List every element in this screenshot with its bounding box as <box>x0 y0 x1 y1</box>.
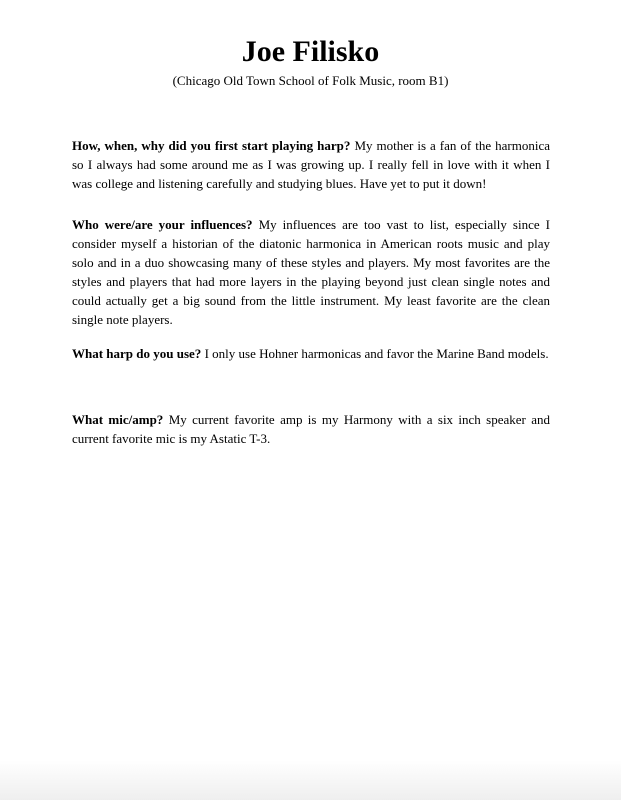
question-text: How, when, why did you first start playing harp? <box>72 138 351 153</box>
answer-text: I only use Hohner harmonicas and favor the Marine Band models. <box>204 346 549 361</box>
question-text: What harp do you use? <box>72 346 202 361</box>
qa-paragraph <box>72 215 550 329</box>
answer-text: My mother is a fan of the harmonica so I always had some around me as I was growing up. I really fell in love with it when I was college and listening carefully and studying blues. Have yet to put it down! <box>72 138 551 191</box>
question-text: What mic/amp? <box>72 412 164 427</box>
answer-text: My current favorite amp is my Harmony with a six inch speaker and current favorite mic is my Astatic T-3. <box>72 412 550 446</box>
qa-paragraph <box>72 410 550 448</box>
page-bottom-shadow <box>0 760 621 800</box>
qa-paragraph <box>72 136 550 193</box>
question-text: Who were/are your influences? <box>72 217 253 232</box>
answer-text: My influences are too vast to list, especially since I consider myself a historian of the diatonic harmonica in American roots music and play solo and in a duo showcasing many of these styles and players. My most favorites are the styles and players that had more layers in the playing beyond just clean single notes and could actually get a big sound from the little instrument. My least favorite are the clean single note players. <box>72 217 550 327</box>
page-subtitle: (Chicago Old Town School of Folk Music, room B1) <box>172 73 449 88</box>
page-title: Joe Filisko <box>241 35 380 68</box>
qa-paragraph <box>72 344 550 363</box>
